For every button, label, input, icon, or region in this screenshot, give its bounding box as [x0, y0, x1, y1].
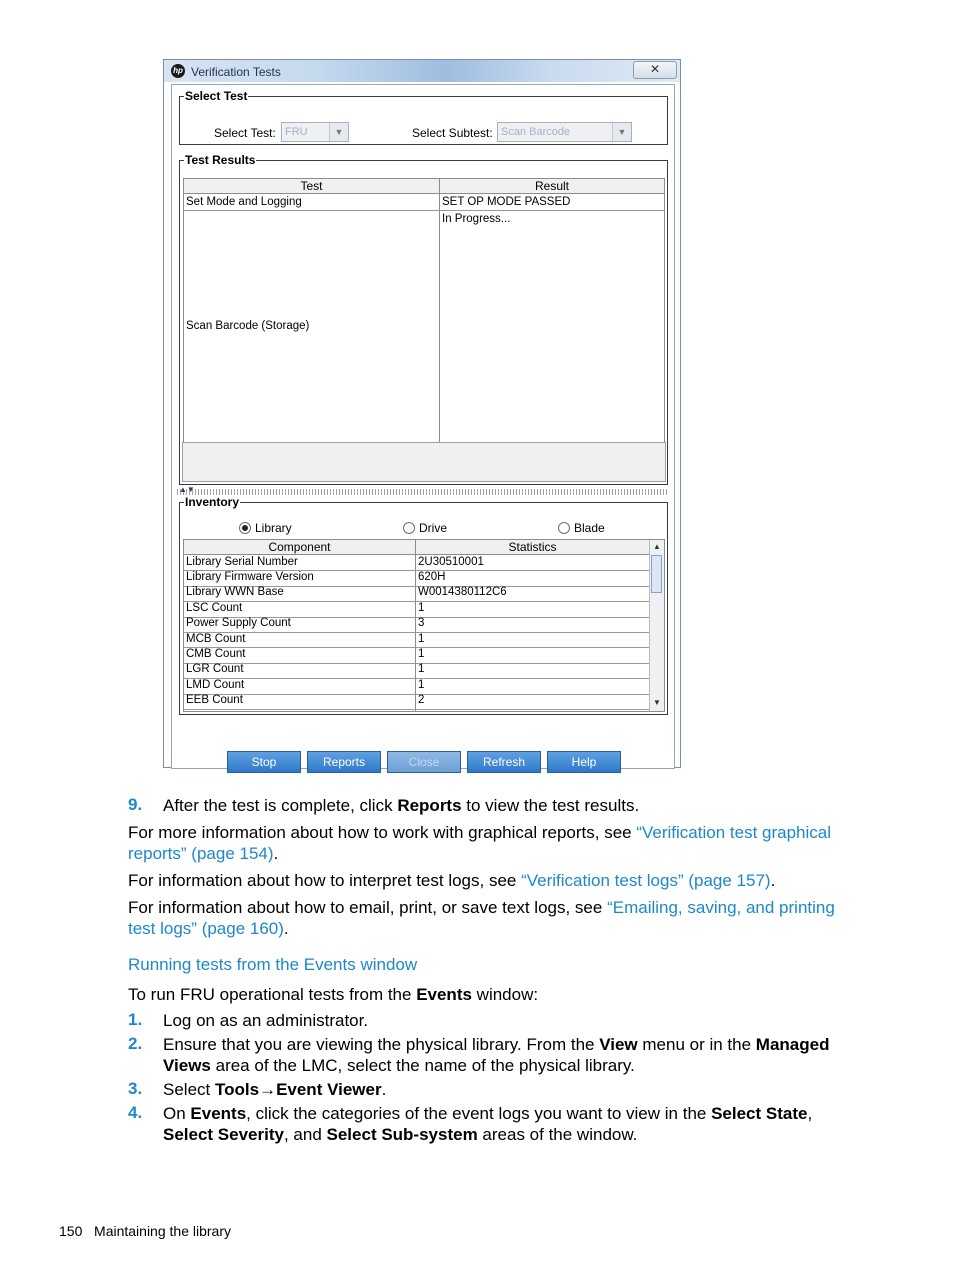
row-divider — [184, 694, 649, 695]
bold-run: View — [599, 1035, 638, 1054]
text-run: To run FRU operational tests from the — [128, 985, 417, 1004]
component-cell: LSC Count — [186, 601, 243, 614]
radio-drive[interactable] — [403, 522, 415, 534]
bold-run: Events — [190, 1104, 247, 1123]
paragraph-email-logs — [128, 897, 853, 939]
statistics-cell: 2U30510001 — [418, 555, 484, 568]
bold-run: Select Severity — [163, 1125, 284, 1144]
scroll-down-icon[interactable]: ▼ — [653, 698, 661, 707]
window-content — [171, 84, 675, 769]
select-test-dropdown[interactable] — [281, 122, 349, 142]
window-title: Verification Tests — [191, 65, 281, 79]
stop-button[interactable]: Stop — [227, 751, 301, 773]
intro-paragraph — [128, 984, 853, 1005]
component-cell: Power Supply Count — [186, 617, 291, 630]
text-run: . — [381, 1080, 387, 1099]
step-9-text — [163, 795, 863, 816]
text-run: area of the LMC, select the name of the physical library. — [210, 1056, 635, 1075]
component-cell: LGR Count — [186, 663, 244, 676]
row-divider — [184, 210, 664, 211]
text-run: window: — [471, 985, 539, 1004]
footer-section: Maintaining the library — [94, 1223, 231, 1239]
select-subtest-dropdown[interactable] — [497, 122, 632, 142]
radio-blade[interactable] — [558, 522, 570, 534]
chevron-down-icon[interactable]: ▼ — [612, 123, 631, 141]
step-text — [163, 1103, 863, 1145]
link-emailing-logs[interactable]: “Emailing, saving, and printing test logs” (page 160) — [128, 898, 835, 938]
step-text — [163, 1010, 863, 1031]
select-subtest-value: Scan Barcode — [501, 126, 571, 138]
bold-run: Reports — [397, 796, 462, 815]
statistics-cell: 1 — [418, 678, 425, 691]
component-cell: Library WWN Base — [186, 586, 284, 599]
statistics-cell: 1 — [418, 632, 425, 645]
column-divider — [415, 540, 416, 711]
section-heading: Running tests from the Events window — [128, 955, 418, 974]
column-header-statistics[interactable]: Statistics — [416, 540, 649, 555]
scroll-up-icon[interactable]: ▲ — [653, 542, 661, 551]
radio-blade-label[interactable]: Blade — [574, 521, 605, 535]
bold-run: Select State — [711, 1104, 808, 1123]
radio-library-label[interactable]: Library — [255, 521, 292, 535]
test-results-legend: Test Results — [185, 153, 256, 167]
link-graphical-reports[interactable]: “Verification test graphical reports” (page 154) — [128, 823, 831, 863]
text-run: to view the test results. — [461, 796, 640, 815]
hp-logo-icon: hp — [171, 64, 185, 78]
results-empty-area — [182, 442, 666, 482]
text-run: → — [259, 1080, 277, 1099]
statistics-cell: 1 — [418, 601, 425, 614]
text-run: After the test is complete, click — [163, 796, 398, 815]
row-divider — [184, 663, 649, 664]
column-header-test[interactable]: Test — [184, 179, 439, 194]
step-text — [163, 1034, 863, 1076]
step-text — [163, 1079, 863, 1100]
paragraph-test-logs — [128, 870, 853, 891]
radio-drive-label[interactable]: Drive — [419, 521, 448, 535]
refresh-button[interactable]: Refresh — [467, 751, 541, 773]
scroll-thumb[interactable] — [651, 555, 662, 593]
component-cell: Library Serial Number — [186, 555, 298, 568]
step-number: 2. — [128, 1034, 143, 1053]
text-run: menu or in the — [637, 1035, 756, 1054]
component-cell: MCB Count — [186, 632, 246, 645]
step-number: 9. — [128, 795, 143, 814]
statistics-cell: 2 — [418, 694, 425, 707]
text-run: On — [163, 1104, 191, 1123]
step-number: 4. — [128, 1103, 143, 1122]
text-run: Select — [163, 1080, 215, 1099]
component-cell: CMB Count — [186, 647, 246, 660]
column-divider — [439, 179, 440, 442]
statistics-cell: 1 — [418, 647, 425, 660]
bold-run: Select Sub-system — [326, 1125, 478, 1144]
verification-tests-window — [163, 59, 681, 768]
close-window-button[interactable]: ✕ — [633, 61, 677, 79]
select-test-legend: Select Test — [185, 89, 248, 103]
test-results-table — [183, 178, 665, 443]
text-run: . — [273, 844, 279, 863]
page-footer — [59, 1223, 231, 1239]
page-number: 150 — [59, 1223, 83, 1239]
title-bar[interactable] — [164, 60, 680, 82]
paragraph-graphical-reports — [128, 822, 853, 864]
radio-library[interactable] — [239, 522, 251, 534]
inventory-table — [183, 539, 665, 712]
text-run: , click the categories of the event logs you want to view in the — [246, 1104, 712, 1123]
row-divider — [184, 632, 649, 633]
select-test-label: Select Test: — [214, 126, 276, 140]
text-run: areas of the window. — [477, 1125, 638, 1144]
component-cell: LMD Count — [186, 678, 245, 691]
bold-run: Events — [416, 985, 472, 1004]
row-divider — [184, 709, 649, 710]
step-number: 3. — [128, 1079, 143, 1098]
statistics-cell: 620H — [418, 570, 446, 583]
column-header-result[interactable]: Result — [440, 179, 664, 194]
inventory-scrollbar[interactable] — [649, 540, 664, 711]
bold-run: Event Viewer — [276, 1080, 382, 1099]
text-run: For more information about how to work with graphical reports, see — [128, 823, 637, 842]
table-row-result[interactable]: In Progress... — [442, 213, 511, 225]
text-run: . — [283, 919, 289, 938]
inventory-legend: Inventory — [185, 495, 240, 509]
step-number: 1. — [128, 1010, 143, 1029]
text-run: . — [770, 871, 776, 890]
select-subtest-label: Select Subtest: — [412, 126, 493, 140]
statistics-cell: 1 — [418, 663, 425, 676]
text-run: , and — [283, 1125, 327, 1144]
chevron-down-icon[interactable]: ▼ — [329, 123, 348, 141]
statistics-cell: W0014380112C6 — [418, 586, 507, 599]
table-row-test[interactable]: Scan Barcode (Storage) — [186, 320, 310, 332]
bold-run: Tools — [214, 1080, 260, 1099]
table-row-test[interactable]: Set Mode and Logging — [186, 196, 302, 208]
component-cell: Library Firmware Version — [186, 570, 314, 583]
component-cell: EEB Count — [186, 694, 243, 707]
bold-run: Managed Views — [163, 1035, 830, 1075]
row-divider — [184, 601, 649, 602]
close-button: Close — [387, 751, 461, 773]
text-run: Ensure that you are viewing the physical library. From the — [163, 1035, 600, 1054]
select-test-value: FRU — [285, 126, 308, 138]
link-test-logs[interactable]: “Verification test logs” (page 157) — [521, 871, 771, 890]
row-divider — [184, 678, 649, 679]
collapse-arrows-icon[interactable]: ▲▼ — [179, 485, 195, 494]
statistics-cell: 3 — [418, 617, 425, 630]
row-divider — [184, 647, 649, 648]
text-run: , — [807, 1104, 813, 1123]
column-header-component[interactable]: Component — [184, 540, 415, 555]
help-button[interactable]: Help — [547, 751, 621, 773]
text-run: For information about how to email, print, or save text logs, see — [128, 898, 608, 917]
table-row-result[interactable]: SET OP MODE PASSED — [442, 196, 571, 208]
text-run: Log on as an administrator. — [163, 1011, 369, 1030]
reports-button[interactable]: Reports — [307, 751, 381, 773]
text-run: For information about how to interpret test logs, see — [128, 871, 522, 890]
